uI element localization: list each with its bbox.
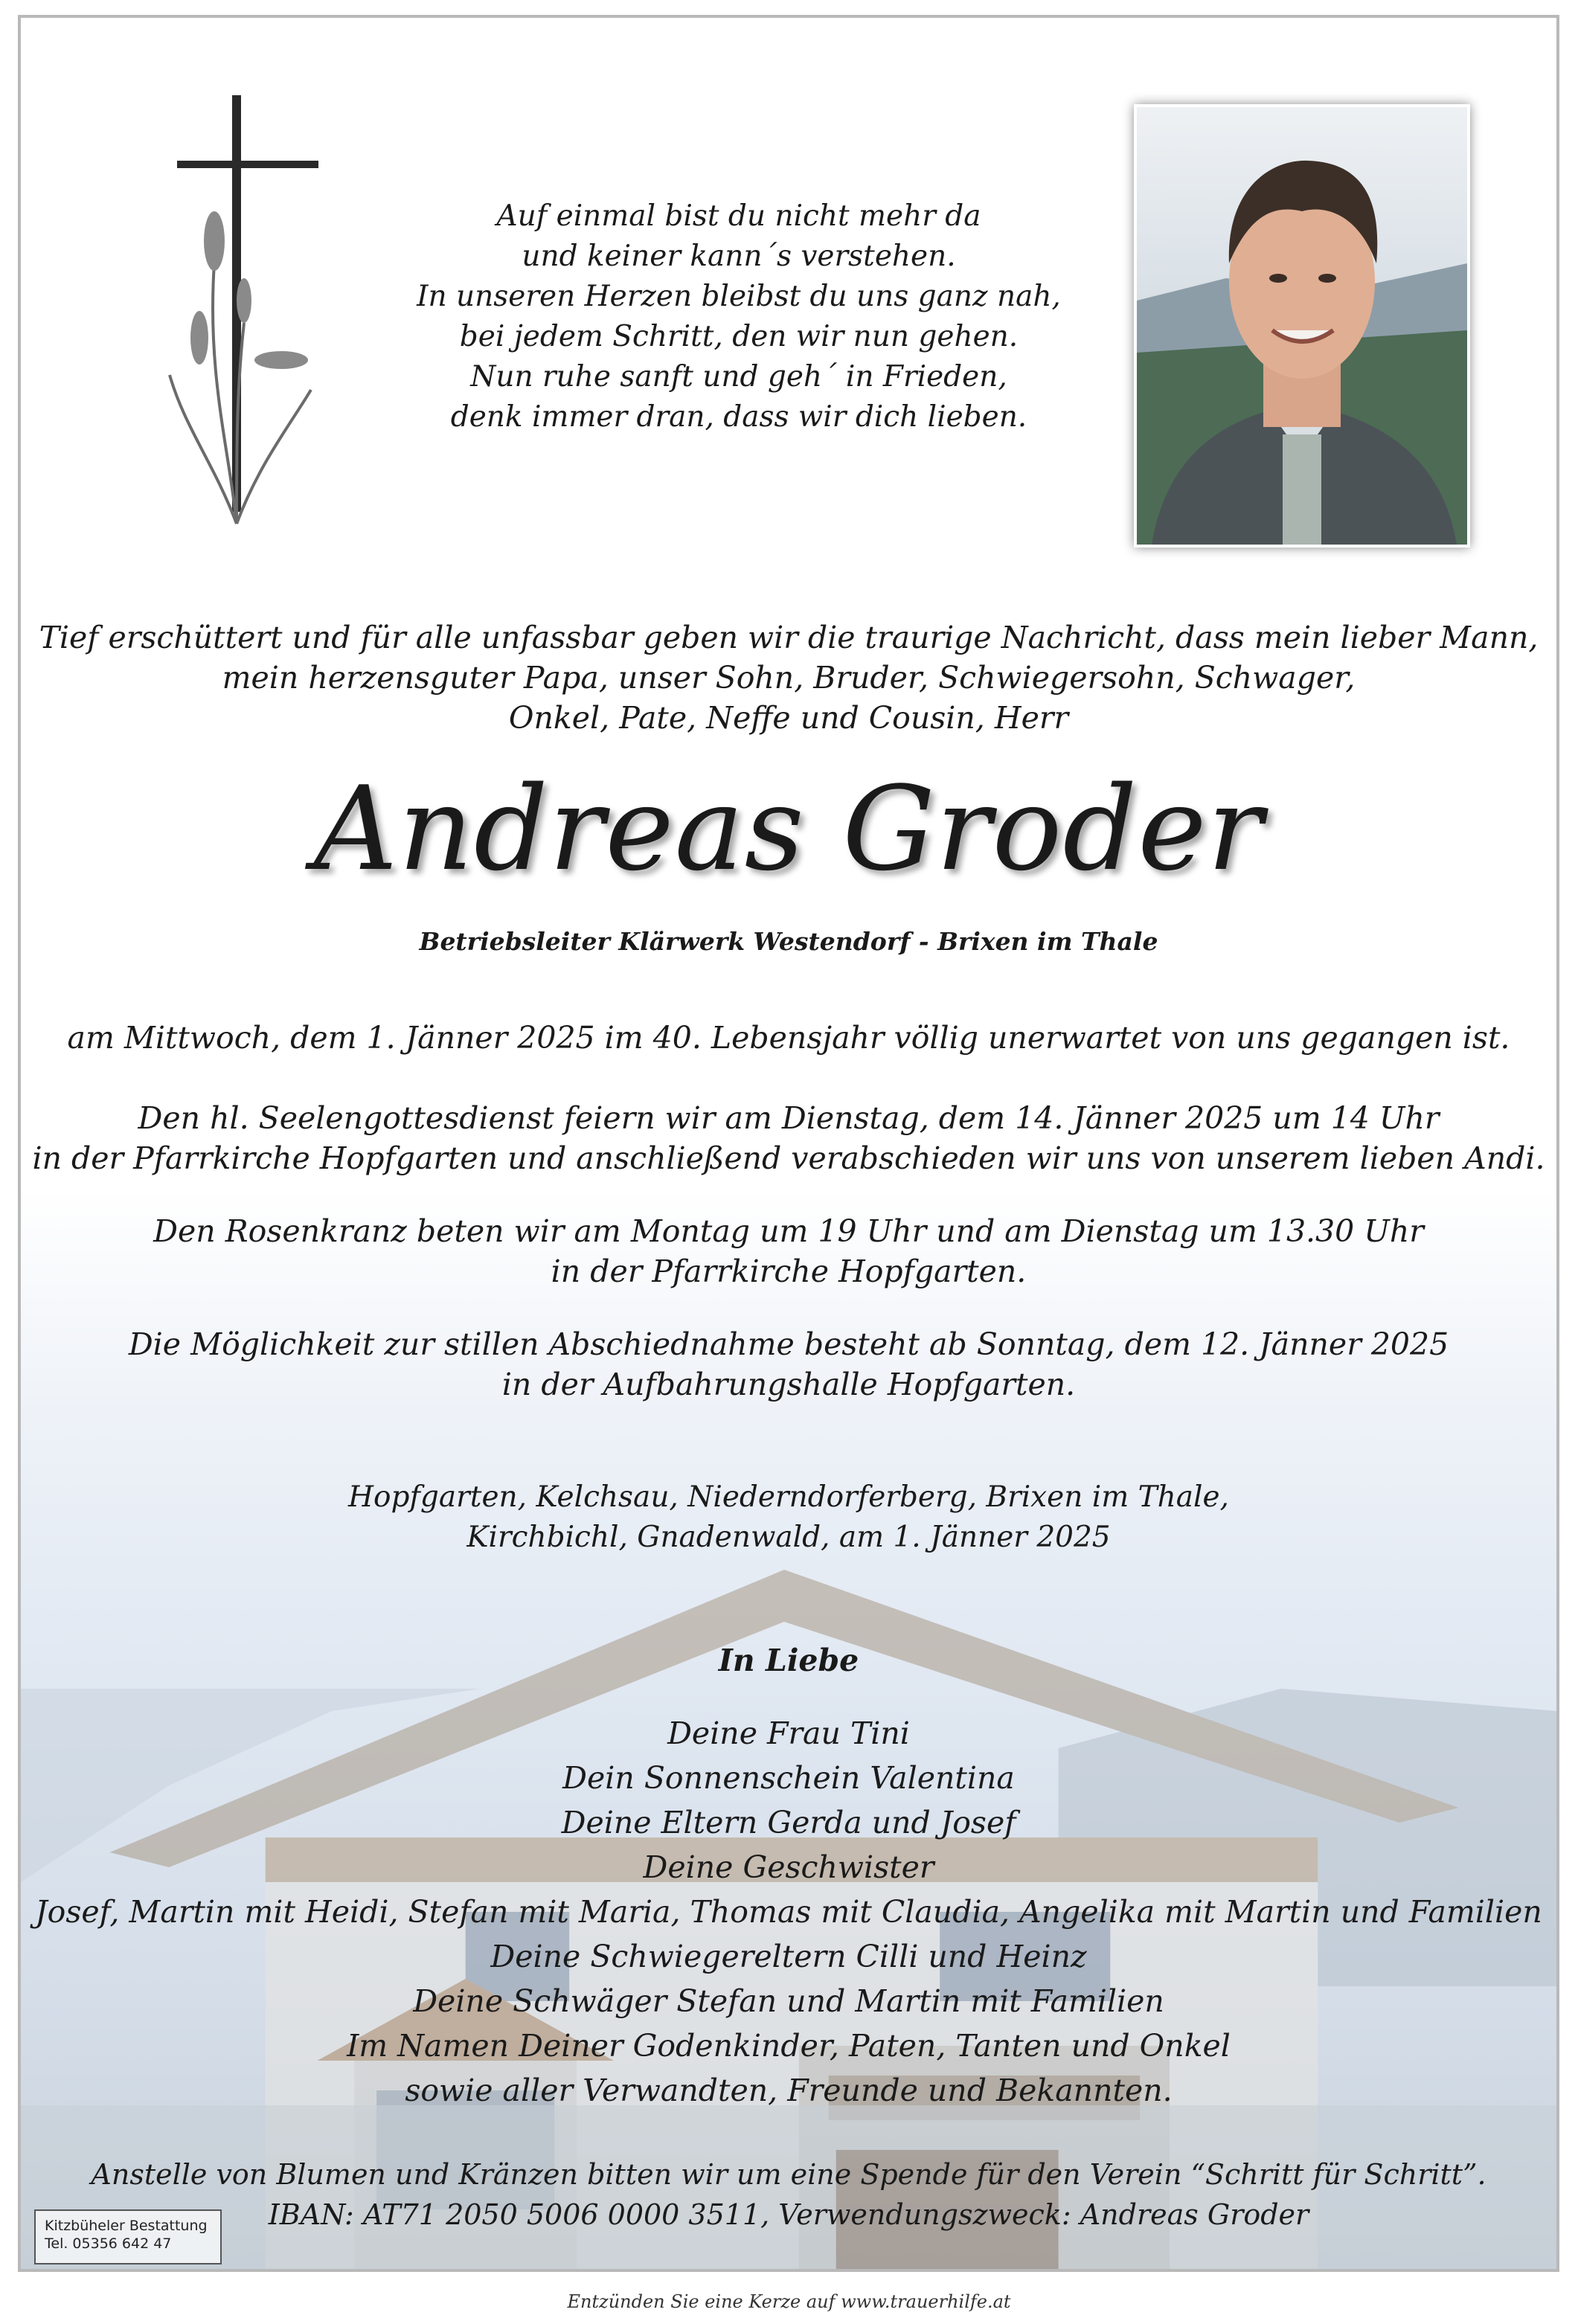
deceased-name: Andreas Groder bbox=[313, 761, 1264, 896]
obituary-frame bbox=[18, 15, 1559, 2272]
funeral-text bbox=[21, 1098, 1556, 1178]
profession: Betriebsleiter Klärwerk Westendorf - Brixen im Thale bbox=[419, 927, 1158, 956]
donation-text bbox=[21, 2154, 1556, 2235]
poem-line: bei jedem Schritt, den wir nun gehen. bbox=[459, 320, 1019, 353]
funeral-line: in der Pfarrkirche Hopfgarten und anschließend verabschieden wir uns von unserem lieben Andi. bbox=[32, 1140, 1545, 1176]
portrait-photo bbox=[1134, 104, 1470, 548]
in-liebe-heading: In Liebe bbox=[718, 1643, 859, 1678]
rosary-text bbox=[21, 1211, 1556, 1291]
passing-text: am Mittwoch, dem 1. Jänner 2025 im 40. Lebensjahr völlig unerwartet von uns gegangen ist. bbox=[67, 1020, 1510, 1056]
mourner-line: Deine Schwäger Stefan und Martin mit Familien bbox=[413, 1983, 1164, 2019]
poem-line: In unseren Herzen bleibst du uns ganz nah, bbox=[417, 280, 1061, 313]
mourner-line: Dein Sonnenschein Valentina bbox=[562, 1760, 1015, 1796]
farewell-text bbox=[21, 1324, 1556, 1405]
stamp-name: Kitzbüheler Bestattung bbox=[45, 2218, 208, 2234]
intro-text bbox=[21, 617, 1556, 738]
mourners-list bbox=[21, 1711, 1556, 2113]
mourner-line: sowie aller Verwandten, Freunde und Bekannten. bbox=[405, 2073, 1173, 2108]
farewell-line: in der Aufbahrungshalle Hopfgarten. bbox=[501, 1367, 1076, 1402]
funeral-home-stamp bbox=[34, 2209, 222, 2264]
mourner-line: Josef, Martin mit Heidi, Stefan mit Maria, Thomas mit Claudia, Angelika mit Martin und Familien bbox=[35, 1894, 1542, 1930]
mourner-line: Deine Frau Tini bbox=[667, 1715, 910, 1751]
poem-line: denk immer dran, dass wir dich lieben. bbox=[450, 400, 1027, 434]
places-date bbox=[21, 1477, 1556, 1558]
poem-line: Auf einmal bist du nicht mehr da bbox=[496, 199, 981, 233]
donation-line: Anstelle von Blumen und Kränzen bitten wir um eine Spende für den Verein “Schritt für Schritt”. bbox=[91, 2158, 1486, 2191]
mourner-line: Im Namen Deiner Godenkinder, Paten, Tanten und Onkel bbox=[347, 2028, 1231, 2064]
poem bbox=[274, 196, 1204, 437]
donation-line: IBAN: AT71 2050 5006 0000 3511, Verwendungszweck: Andreas Groder bbox=[268, 2198, 1309, 2231]
mourner-line: Deine Geschwister bbox=[643, 1849, 934, 1885]
intro-line: Onkel, Pate, Neffe und Cousin, Herr bbox=[508, 700, 1069, 736]
mourner-line: Deine Schwiegereltern Cilli und Heinz bbox=[490, 1939, 1087, 1974]
rosary-line: in der Pfarrkirche Hopfgarten. bbox=[551, 1254, 1027, 1289]
poem-line: und keiner kann´s verstehen. bbox=[522, 240, 956, 273]
intro-line: mein herzensguter Papa, unser Sohn, Bruder, Schwiegersohn, Schwager, bbox=[222, 660, 1356, 696]
stamp-phone: Tel. 05356 642 47 bbox=[45, 2235, 172, 2252]
rosary-line: Den Rosenkranz beten wir am Montag um 19 Uhr und am Dienstag um 13.30 Uhr bbox=[153, 1213, 1424, 1249]
poem-line: Nun ruhe sanft und geh´ in Frieden, bbox=[470, 360, 1007, 394]
mourner-line: Deine Eltern Gerda und Josef bbox=[561, 1805, 1016, 1840]
places-line: Hopfgarten, Kelchsau, Niederndorferberg, Brixen im Thale, bbox=[348, 1480, 1229, 1514]
intro-line: Tief erschüttert und für alle unfassbar geben wir die traurige Nachricht, dass mein lieber Mann, bbox=[39, 620, 1539, 655]
places-line: Kirchbichl, Gnadenwald, am 1. Jänner 2025 bbox=[466, 1521, 1111, 1554]
farewell-line: Die Möglichkeit zur stillen Abschiednahme besteht ab Sonntag, dem 12. Jänner 2025 bbox=[128, 1326, 1449, 1362]
footer-link-text[interactable]: Entzünden Sie eine Kerze auf www.trauerhilfe.at bbox=[567, 2291, 1011, 2312]
funeral-line: Den hl. Seelengottesdienst feiern wir am Dienstag, dem 14. Jänner 2025 um 14 Uhr bbox=[138, 1100, 1440, 1136]
